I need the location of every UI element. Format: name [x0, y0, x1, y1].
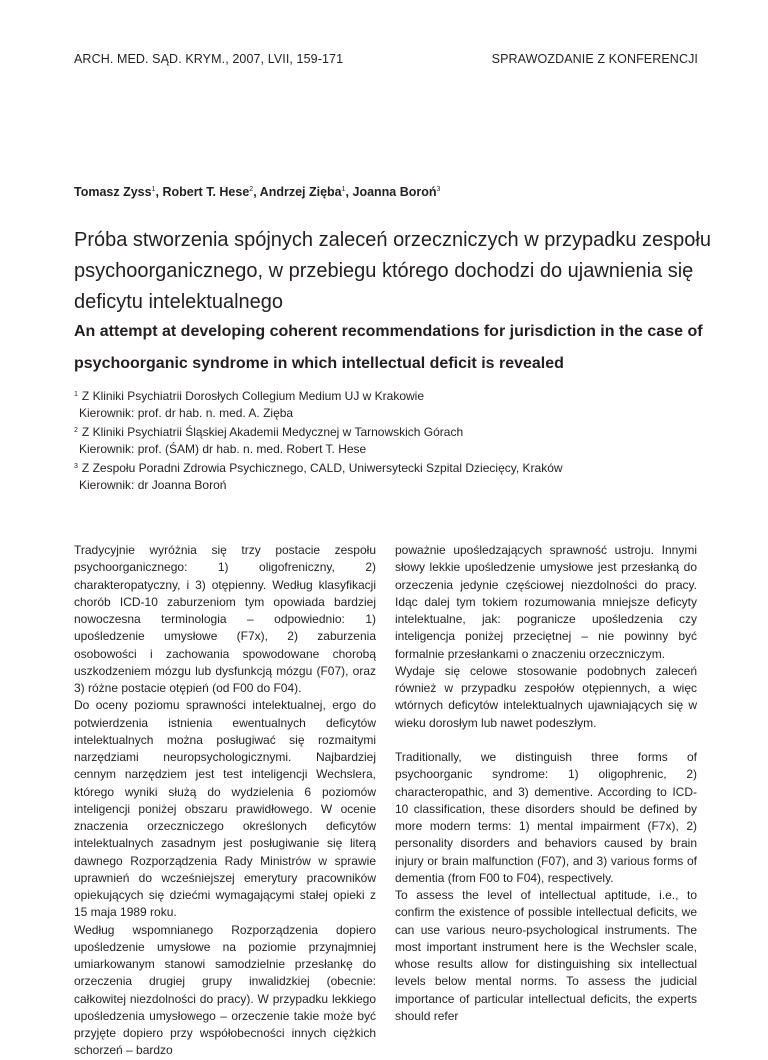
paragraph: To assess the level of intellectual aptitude, i.e., to confirm the existence of possible intellectual deficits, we can use various neuro-psychological instruments. The most important instrument here is the Wechsler scale, whose results allow for distinguishing six intellectual levels below mental norms. To assess the judicial importance of particular intellectual deficits, the experts should refer [395, 888, 697, 1023]
author-name: Tomasz Zyss [74, 185, 152, 199]
author-affiliation-mark: 2 [249, 186, 254, 193]
author-affiliation-mark: 1 [151, 186, 156, 193]
paragraph: poważnie upośledzających sprawność ustroju. Innymi słowy lekkie upośledzenie umysłowe jest przesłanką do orzeczenia jedynie częściowej niezdolności do pracy. Idąc dalej tym tokiem rozumowania mniejsze deficyty intelektualne, jak: pogranicze upośledzenia czy inteligencja poniżej przeciętnej – nie powinny być formalnie przesłankami o znaczeniu orzeczniczym. [395, 543, 697, 661]
paragraph: Tradycyjnie wyróżnia się trzy postacie zespołu psychoorganicznego: 1) oligofreniczny, 2) charakteropatyczny, i 3) otępienny. Według klasyfikacji chorób ICD-10 zaburzeniom tym opowiada bardziej nowoczesna terminologia – odpowiednio: 1) upośledzenie umysłowe (F7x), 2) zaburzenia osobowości i zachowania spowodowane chorobą uszkodzeniem mózgu lub dysfunkcją mózgu (F07), oraz 3) różne postacie otępień (od F00 do F04). [74, 543, 376, 695]
paragraph: Według wspomnianego Rozporządzenia dopiero upośledzenie umysłowe na poziomie przynajmniej umiarkowanym stanowi samodzielnie przesłankę do orzeczenia drugiej grupy inwalidzkiej (obecnie: całkowitej niezdolności do pracy). W przypadku lekkiego upośledzenia umysłowego – orzeczenie takie może być przyjęte dopiero przy współobecności innych ciężkich schorzeń – bardzo [74, 922, 376, 1058]
affiliations [74, 386, 694, 494]
section-label: SPRAWOZDANIE Z KONFERENCJI [491, 52, 698, 66]
affiliation-head: Kierownik: prof. dr hab. n. med. A. Zięba [79, 406, 294, 420]
affiliation-item: $^3$ Z Zespołu Poradni Zdrowia Psychicznego, CALD, Uniwersytecki Szpital Dziecięcy, Kraków [74, 461, 563, 475]
title-polish: Próba stworzenia spójnych zaleceń orzeczniczych w przypadku zespołu psychoorganicznego, w przebiegu którego dochodzi do ujawnienia się deficytu intelektualnego [74, 229, 711, 313]
author-list: Tomasz Zyss$^1$, Robert T. Hese$^2$, Andrzej Zięba$^1$, Joanna Boroń$^3$ [74, 185, 441, 199]
affiliation-head: Kierownik: dr Joanna Boroń [79, 478, 227, 492]
paragraph: Traditionally, we distinguish three forms of psychoorganic syndrome: 1) oligophrenic, 2) characteropathic, and 3) dementive. According to ICD-10 classification, these disorders should be defined by more modern terms: 1) mental impairment (F7x), 2) personality disorders and behaviors caused by brain injury or brain malfunction (F07), and 3) various forms of dementia (from F00 to F04), respectively. [395, 750, 697, 885]
body-column-left [74, 542, 376, 1060]
body-column-right [395, 542, 697, 1025]
author-affiliation-mark: 3 [436, 186, 441, 193]
author-name: Andrzej Zięba [259, 185, 342, 199]
author-name: Robert T. Hese [162, 185, 250, 199]
affiliation-item: $^1$ Z Kliniki Psychiatrii Dorosłych Collegium Medium UJ w Krakowie [74, 389, 424, 403]
title-english: An attempt at developing coherent recommendations for jurisdiction in the case of psychoorganic syndrome in which intellectual deficit is revealed [74, 323, 703, 372]
affiliation-head: Kierownik: prof. (ŚAM) dr hab. n. med. Robert T. Hese [79, 442, 367, 456]
journal-citation: ARCH. MED. SĄD. KRYM., 2007, LVII, 159-171 [74, 52, 344, 66]
author-name: Joanna Boroń [352, 185, 437, 199]
author-affiliation-mark: 1 [341, 186, 346, 193]
affiliation-item: $^2$ Z Kliniki Psychiatrii Śląskiej Akademii Medycznej w Tarnowskich Górach [74, 425, 464, 439]
paragraph: Wydaje się celowe stosowanie podobnych zaleceń również w przypadku zespołów otępiennych, a więc wtórnych deficytów intelektualnych ujawniających się w wieku dorosłym lub nawet podeszłym. [395, 663, 697, 730]
paragraph: Do oceny poziomu sprawności intelektualnej, ergo do potwierdzenia istnienia ewentualnych deficytów intelektualnych można posługiwać się rozmaitymi narzędziami neuropsychologicznymi. Najbardziej cennym narzędziem jest test inteligencji Wechslera, którego wyniki służą do wydzielenia 6 poziomów inteligencji poniżej obszaru prawidłowego. W ocenie znaczenia orzeczniczego określonych deficytów intelektualnych zasadnym jest posługiwanie się literą dawnego Rozporządzenia Rady Ministrów w sprawie uprawnień do wcześniejszej emerytury pracowników opiekujących się dziećmi wymagającymi stałej opieki z 15 maja 1989 roku. [74, 698, 376, 920]
